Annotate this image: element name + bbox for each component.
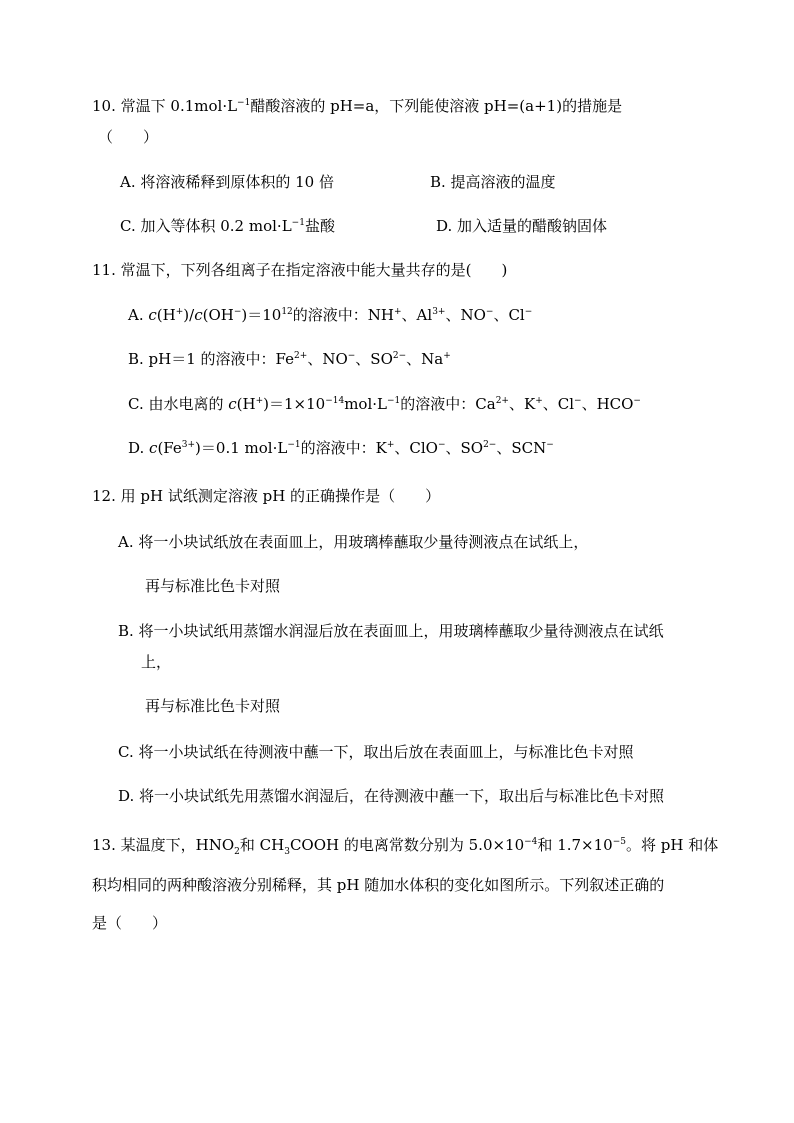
q13-stem-line2: 积均相同的两种酸溶液分别稀释，其 pH 随加水体积的变化如图所示。下列叙述正确的	[92, 876, 665, 894]
q12-option-b-cont2: 再与标准比色卡对照	[145, 697, 281, 715]
q10-option-c: C. 加入等体积 0.2 $mol\cdot L^{-1}$盐酸	[120, 217, 335, 235]
q10-option-d: D. 加入适量的醋酸钠固体	[436, 217, 608, 235]
q12-option-b-cont: 上，	[141, 653, 172, 671]
q12-option-a-cont: 再与标准比色卡对照	[145, 577, 281, 595]
q12-stem: 12. 用 pH 试纸测定溶液 pH 的正确操作是（ ）	[92, 487, 441, 505]
q11-option-c: C. 由水电离的 $c(H^+)=1\times 10^{-14}mol\cdot L^{-1}$的溶液中：$Ca^{2+}$、K+、Cl−、HCO−	[128, 395, 641, 413]
q10-option-b: B. 提高溶液的温度	[430, 173, 556, 191]
q12-option-c: C. 将一小块试纸在待测液中蘸一下，取出后放在表面皿上，与标准比色卡对照	[118, 743, 634, 761]
q11-option-d: D. $c(Fe^{3+})=0.1$ $mol\cdot L^{-1}$的溶液中：K+、ClO−、$SO^{2-}$、SCN−	[128, 439, 554, 457]
q12-option-b: B. 将一小块试纸用蒸馏水润湿后放在表面皿上，用玻璃棒蘸取少量待测液点在试纸	[118, 622, 664, 640]
q10-number: 10.	[92, 97, 116, 115]
q12-option-d: D. 将一小块试纸先用蒸馏水润湿后，在待测液中蘸一下，取出后与标准比色卡对照	[118, 787, 665, 805]
q11-option-a: A. $c(H^+)/c(OH^-)=10^{12}$的溶液中：NH+、$Al^{3+}$、NO−、Cl−	[128, 306, 533, 324]
q10-option-a: A. 将溶液稀释到原体积的 10 倍	[120, 173, 334, 191]
q10-answer-paren: （ ）	[98, 128, 159, 146]
q13-stem-line3: 是（ ）	[92, 914, 168, 932]
q10-stem: 10. 常温下 $0.1mol\cdot L^{-1}$醋酸溶液的 pH=a，下列能使溶液 pH=(a+1)的措施是	[92, 97, 623, 115]
q13-stem: 13. 某温度下，$HNO_2$和 $CH_3COOH$ 的电离常数分别为 $5.0\times 10^{-4}$和 $1.7\times 10^{-5}$。将 pH 和体	[92, 836, 719, 857]
q11-stem: 11. 常温下，下列各组离子在指定溶液中能大量共存的是( )	[92, 261, 508, 279]
q11-option-b: B. pH＝1 的溶液中：$Fe^{2+}$、NO−、$SO^{2-}$、Na+	[128, 350, 451, 368]
q12-option-a: A. 将一小块试纸放在表面皿上，用玻璃棒蘸取少量待测液点在试纸上，	[118, 533, 589, 551]
